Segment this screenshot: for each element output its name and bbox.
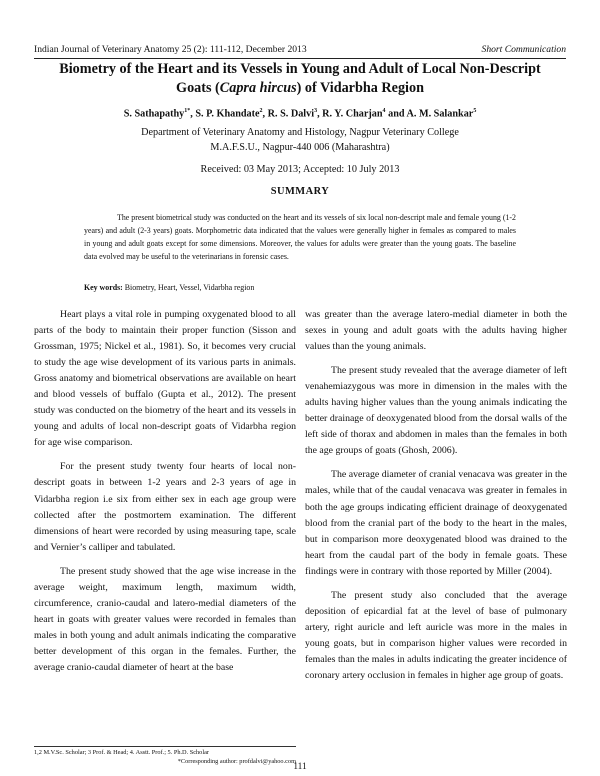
author-affiliation-mark: 1*	[184, 108, 191, 114]
keywords-label: Key words:	[84, 283, 123, 292]
keywords	[84, 283, 516, 292]
author-name: R. Y. Charjan	[322, 108, 383, 120]
paragraph-3-continued: was greater than the average latero-medial diameter in both the sexes in young and adult goats with the adults having higher values than the young animals.	[305, 309, 567, 353]
paragraph-4: The present study revealed that the average diameter of left venahemiazygous was more in dimension in the males with the adults having higher values than the young animals indicating the better drainage of deoxygenated blood from the dorsal walls of the left side of thorax and abdomen in males than the females in both the age groups of goats (Ghosh, 2006).	[305, 365, 567, 457]
paragraph-6: The present study also concluded that the average deposition of epicardial fat at the level of base of pulmonary artery, right auricle and left auricle was more in the males in young goats, but in comparison higher values were recorded in females than the males in adults indicating the greater incidence of coronary artery occlusion in females in higher age group of goats.	[305, 589, 567, 681]
page-number: 111	[293, 762, 307, 772]
author-affiliation-mark: 3	[314, 108, 318, 114]
keywords-text: Biometry, Heart, Vessel, Vidarbha region	[122, 283, 255, 292]
author-name: R. S. Dalvi	[267, 108, 315, 120]
paragraph-3: The present study showed that the age wise increase in the average weight, maximum length, maximum width, circumference, cranio-caudal and latero-medial diameters of the heart in goats with greater values were recorded in females than males in both young and adult animals indicating the comparative better development of this organ in the females. Further, the average cranio-caudal diameter of heart at the base	[34, 565, 296, 673]
footnote-roles: 1,2 M.V.Sc. Scholar; 3 Prof. & Head; 4. Asstt. Prof.; 5. Ph.D. Scholar	[34, 749, 209, 756]
author-affiliation-mark: 2	[259, 108, 263, 114]
article-title	[34, 60, 566, 98]
body-column-right	[305, 307, 567, 692]
title-line-2	[34, 79, 566, 98]
body-column-left	[34, 307, 296, 684]
author-affiliation-mark: 4	[382, 108, 386, 114]
title-line-2-pre: Goats (	[176, 80, 220, 96]
paragraph-2: For the present study twenty four hearts of local non-descript goats in between 1-2 years and 2-3 years of age in Vidarbha region i.e six from either sex in each age group were collected after the postmortem examination. The different dimensions of heart were recorded by using measuring tape, scale and Vernier’s calliper and tabulated.	[34, 461, 296, 553]
title-line-1: Biometry of the Heart and its Vessels in Young and Adult of Local Non-Descript	[59, 61, 541, 77]
header-rule	[34, 58, 566, 59]
summary-heading: SUMMARY	[270, 186, 330, 197]
journal-citation: Indian Journal of Veterinary Anatomy 25 (2): 111-112, December 2013	[34, 44, 307, 55]
paragraph-5: The average diameter of cranial venacava was greater in the males, while that of the caudal venacava was greater in females in both the age groups indicating efficient drainage of deoxygenated blood from the cranial part of the body to the heart in the males, but in comparison more deoxygenated blood was drained to the heart from the caudal part of the body in female goats. These findings were in contrary with those reported by Miller (2004).	[305, 469, 567, 577]
affiliation-line-2: M.A.F.S.U., Nagpur-440 006 (Maharashtra)	[210, 142, 390, 153]
author-name: S. Sathapathy	[123, 108, 185, 120]
author-name: A. M. Salankar	[406, 108, 474, 120]
paragraph-1: Heart plays a vital role in pumping oxygenated blood to all parts of the body to maintain their proper function (Sisson and Grossman, 1975; Nickel et al., 1981). So, it becomes very crucial to study the age wise development of its various parts in animals. Gross anatomy and biometrical observations are available on heart and blood vessels of buffalo (Gupta et al., 2012). The present study was conducted on the biometry of the heart and its vessels in young and adults of local non-descript goats of Vidarbha region for age wise comparison.	[34, 309, 296, 449]
abstract-text: The present biometrical study was conducted on the heart and its vessels of six local non-descript male and female young (1-2 years) and adult (2-3 years) goats. Morphometric data indicated that the values were generally higher in females as compared to males in young and adult goats except for some dimensions. Moreover, the values for adults were greater than the young goats. The baseline data evolved may be useful to the veterinarians in forensic cases.	[84, 213, 516, 261]
footnote-rule	[34, 746, 296, 747]
title-line-2-post: ) of Vidarbha Region	[296, 80, 424, 96]
author-name: S. P. Khandate	[195, 108, 260, 120]
footnote-corresponding: *Corresponding author: profdalvi@yahoo.com	[177, 758, 296, 765]
author-affiliation-mark: 5	[473, 108, 477, 114]
affiliation-line-1: Department of Veterinary Anatomy and Histology, Nagpur Veterinary College	[141, 127, 459, 138]
title-species: Capra hircus	[219, 80, 297, 96]
received-accepted-dates: Received: 03 May 2013; Accepted: 10 July 2013	[200, 164, 400, 175]
affiliation	[34, 125, 566, 155]
author-list: S. Sathapathy$^{1*}$, S. P. Khandate$^2$, R. S. Dalvi$^3$, R. Y. Charjan$^4$ and A. M. Salankar$^5$	[123, 108, 477, 120]
section-label: Short Communication	[481, 44, 566, 55]
